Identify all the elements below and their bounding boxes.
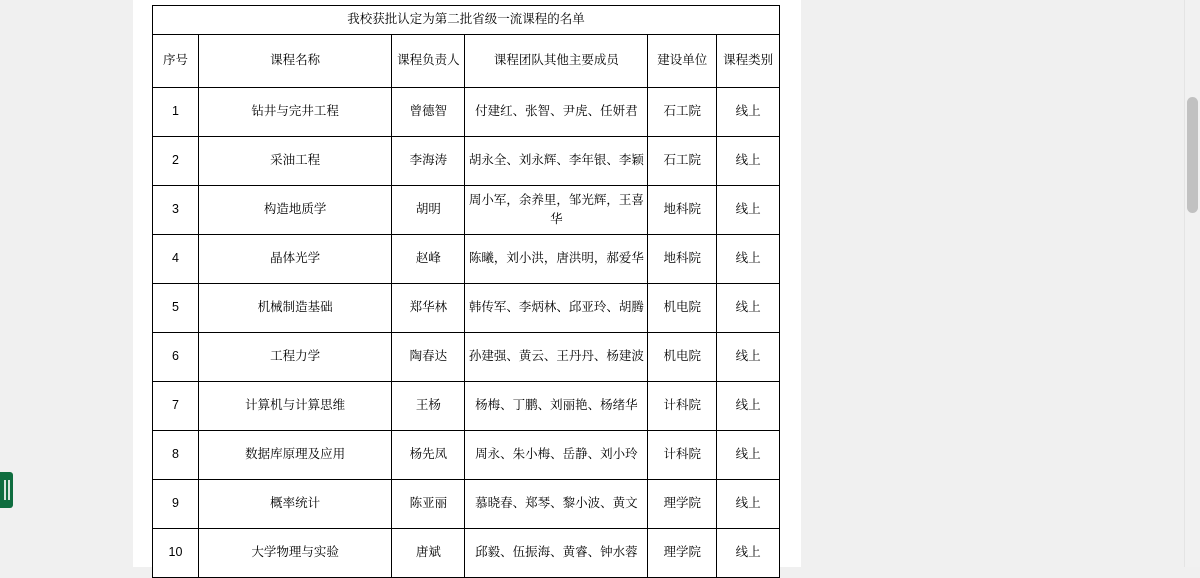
cell-no: 4 [153,235,199,284]
cell-unit: 计科院 [648,382,717,431]
column-header-leader: 课程负责人 [392,35,465,88]
column-header-type: 课程类别 [717,35,780,88]
cell-leader: 李海涛 [392,137,465,186]
table-row [153,431,780,480]
table-row [153,88,780,137]
cell-type: 线上 [717,88,780,137]
cell-unit: 地科院 [648,235,717,284]
table-body [153,6,780,578]
scrollbar-thumb[interactable] [1187,97,1198,213]
table-row [153,382,780,431]
cell-leader: 陈亚丽 [392,480,465,529]
cell-no: 9 [153,480,199,529]
table-row [153,235,780,284]
cell-members: 孙建强、黄云、王丹丹、杨建波 [465,333,648,382]
cell-unit: 计科院 [648,431,717,480]
side-tab-line-icon [4,480,6,500]
cell-leader: 曾德智 [392,88,465,137]
cell-course-name: 概率统计 [198,480,391,529]
cell-leader: 唐斌 [392,529,465,578]
table-row [153,284,780,333]
cell-unit: 理学院 [648,480,717,529]
document-page [133,0,801,567]
cell-type: 线上 [717,333,780,382]
table-row [153,137,780,186]
cell-no: 5 [153,284,199,333]
cell-members: 杨梅、丁鹏、刘丽艳、杨绪华 [465,382,648,431]
cell-type: 线上 [717,137,780,186]
cell-members: 韩传军、李炳林、邱亚玲、胡腾 [465,284,648,333]
cell-no: 10 [153,529,199,578]
cell-unit: 理学院 [648,529,717,578]
table-row [153,186,780,235]
cell-no: 7 [153,382,199,431]
cell-type: 线上 [717,382,780,431]
cell-unit: 机电院 [648,333,717,382]
cell-course-name: 构造地质学 [198,186,391,235]
cell-type: 线上 [717,186,780,235]
cell-members: 周小军，余养里，邹光辉，王喜华 [465,186,648,235]
cell-leader: 赵峰 [392,235,465,284]
cell-no: 6 [153,333,199,382]
table-title: 我校获批认定为第二批省级一流课程的名单 [153,6,780,35]
cell-type: 线上 [717,529,780,578]
cell-members: 周永、朱小梅、岳静、刘小玲 [465,431,648,480]
cell-members: 邱毅、伍振海、黄睿、钟水蓉 [465,529,648,578]
cell-unit: 地科院 [648,186,717,235]
cell-leader: 杨先凤 [392,431,465,480]
cell-type: 线上 [717,284,780,333]
cell-no: 1 [153,88,199,137]
cell-course-name: 钻井与完井工程 [198,88,391,137]
cell-members: 付建红、张智、尹虎、任妍君 [465,88,648,137]
table-row [153,529,780,578]
cell-course-name: 采油工程 [198,137,391,186]
cell-unit: 石工院 [648,88,717,137]
cell-course-name: 大学物理与实验 [198,529,391,578]
cell-course-name: 机械制造基础 [198,284,391,333]
cell-unit: 机电院 [648,284,717,333]
side-tab-handle[interactable] [0,472,13,508]
cell-leader: 王杨 [392,382,465,431]
cell-course-name: 工程力学 [198,333,391,382]
column-header-no: 序号 [153,35,199,88]
vertical-scrollbar[interactable] [1184,0,1200,567]
table-row [153,480,780,529]
table-row [153,333,780,382]
cell-leader: 胡明 [392,186,465,235]
course-list-table [152,5,780,578]
cell-members: 胡永全、刘永辉、李年银、李颖 [465,137,648,186]
cell-course-name: 计算机与计算思维 [198,382,391,431]
cell-no: 3 [153,186,199,235]
cell-type: 线上 [717,480,780,529]
column-header-members: 课程团队其他主要成员 [465,35,648,88]
cell-course-name: 晶体光学 [198,235,391,284]
cell-leader: 郑华林 [392,284,465,333]
side-tab-line-icon [8,480,10,500]
cell-members: 陈曦，刘小洪，唐洪明，郝爱华 [465,235,648,284]
cell-course-name: 数据库原理及应用 [198,431,391,480]
table-header-row [153,35,780,88]
cell-no: 8 [153,431,199,480]
cell-unit: 石工院 [648,137,717,186]
table-title-row [153,6,780,35]
column-header-name: 课程名称 [198,35,391,88]
cell-leader: 陶春达 [392,333,465,382]
column-header-unit: 建设单位 [648,35,717,88]
cell-no: 2 [153,137,199,186]
cell-type: 线上 [717,235,780,284]
cell-members: 慕晓春、郑琴、黎小波、黄文 [465,480,648,529]
cell-type: 线上 [717,431,780,480]
